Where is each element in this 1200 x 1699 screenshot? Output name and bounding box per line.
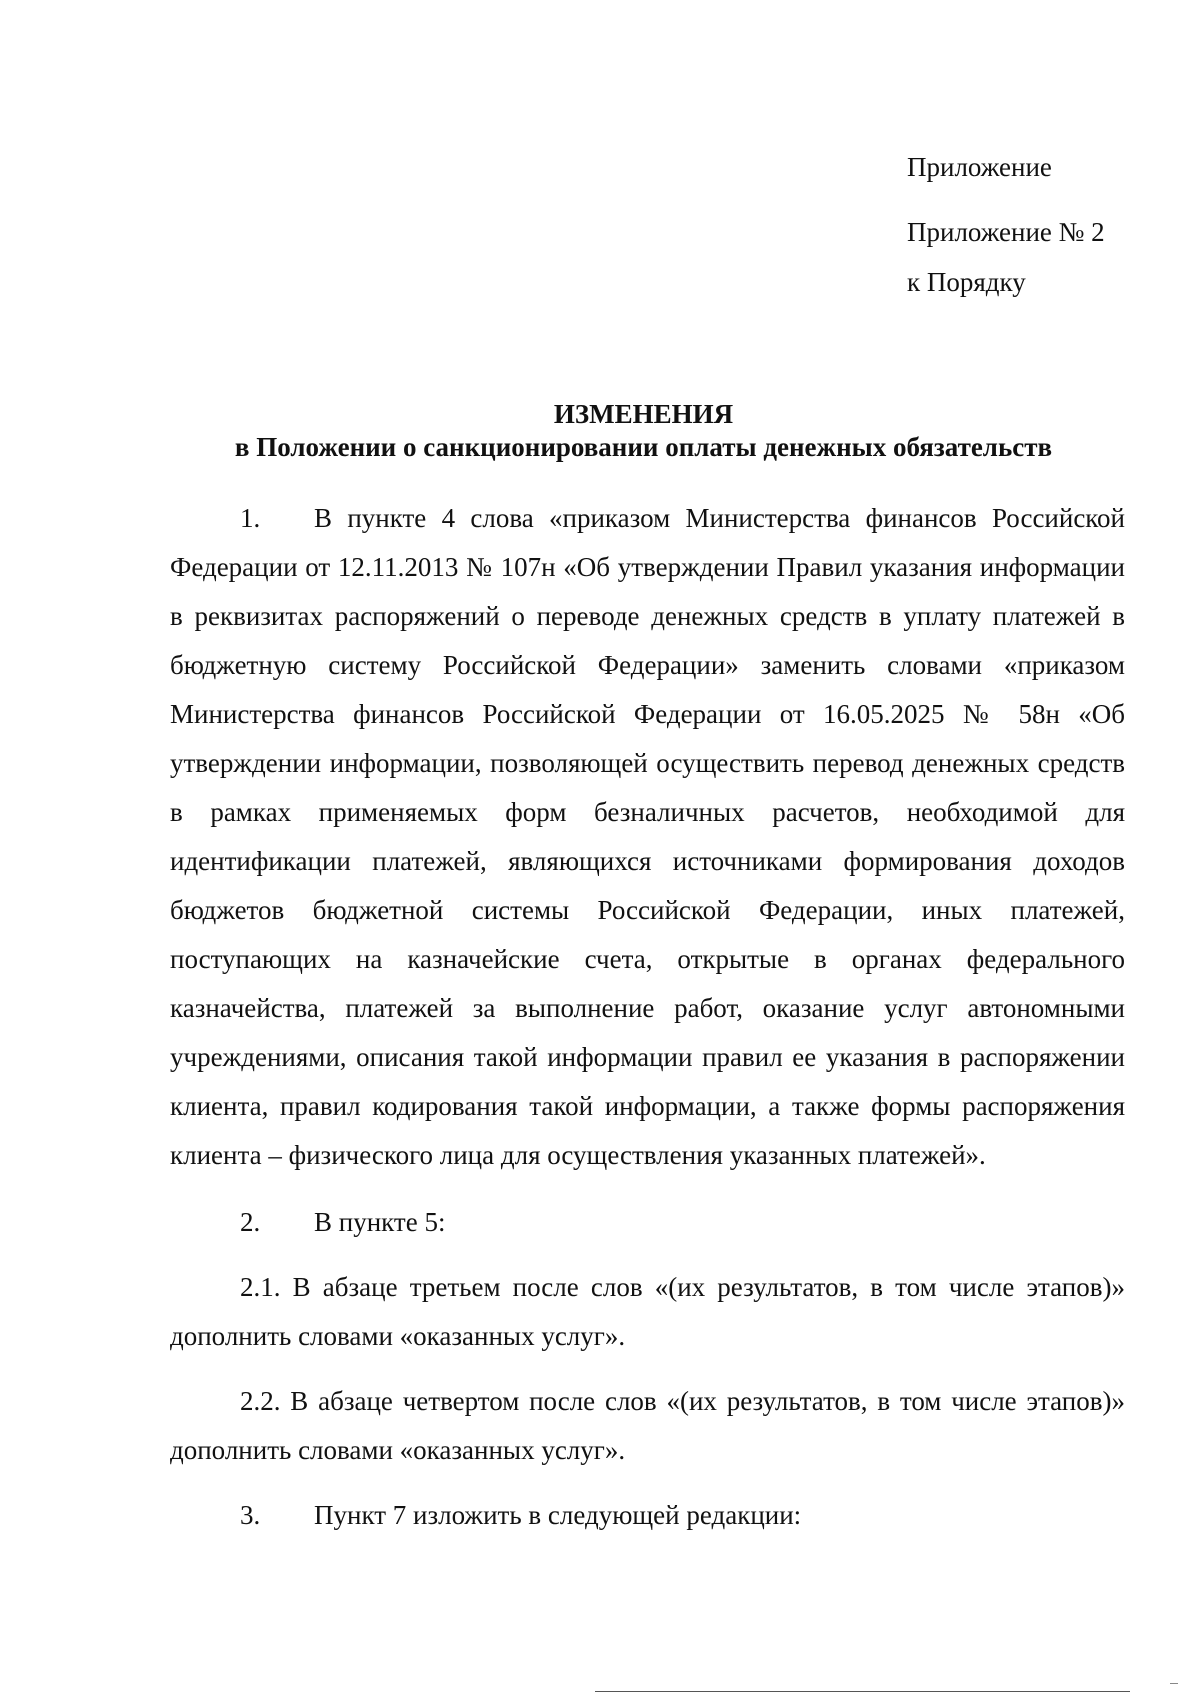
item-text: В пункте 5: (314, 1207, 446, 1237)
paragraph-item-1 (170, 494, 1125, 1180)
paragraph-item-2-1 (170, 1263, 1125, 1361)
document-title: ИЗМЕНЕНИЯ (553, 399, 734, 429)
document-subtitle: в Положении о санкционировании оплаты денежных обязательств (234, 432, 1053, 462)
paragraph-item-3 (170, 1491, 1125, 1540)
item-text: 2.2. В абзаце четвертом после слов «(их результатов, в том числе этапов)» дополнить словами «оказанных услуг». (170, 1386, 1125, 1465)
paragraph-item-2 (170, 1198, 1125, 1247)
item-text: В пункте 4 слова «приказом Министерства финансов Российской Федерации от 12.11.2013 № 107н «Об утверждении Правил указания информации в реквизитах распоряжений о переводе денежных средств в уплату платежей в бюджетную систему Российской Федерации» заменить словами «приказом Министерства финансов Российской Федерации от 16.05.2025 № 58н «Об утверждении информации, позволяющей осуществить перевод денежных средств в рамках применяемых форм безналичных расчетов, необходимой для идентификации платежей, являющихся источниками формирования доходов бюджетов бюджетной системы Российской Федерации, иных платежей, поступающих на казначейские счета, открытые в органах федерального казначейства, платежей за выполнение работ, оказание услуг автономными учреждениями, описания такой информации правил ее указания в распоряжении клиента, правил кодирования такой информации, а также формы распоряжения клиента – физического лица для осуществления указанных платежей». (170, 503, 1125, 1170)
annex-number: Приложение № 2 (907, 217, 1105, 247)
document-body (170, 494, 1125, 1558)
paragraph-item-2-2 (170, 1377, 1125, 1475)
item-text: 2.1. В абзаце третьем после слов «(их результатов, в том числе этапов)» дополнить словами «оказанных услуг». (170, 1272, 1125, 1351)
annex-label: Приложение (907, 152, 1052, 182)
page-bottom-rule (595, 1691, 1130, 1692)
item-number: 1. (240, 503, 261, 533)
annex-reference: к Порядку (907, 267, 1026, 297)
item-number: 3. (240, 1500, 261, 1530)
item-text: Пункт 7 изложить в следующей редакции: (314, 1500, 802, 1530)
scan-corner-mark (1170, 1683, 1178, 1684)
item-number: 2. (240, 1207, 261, 1237)
